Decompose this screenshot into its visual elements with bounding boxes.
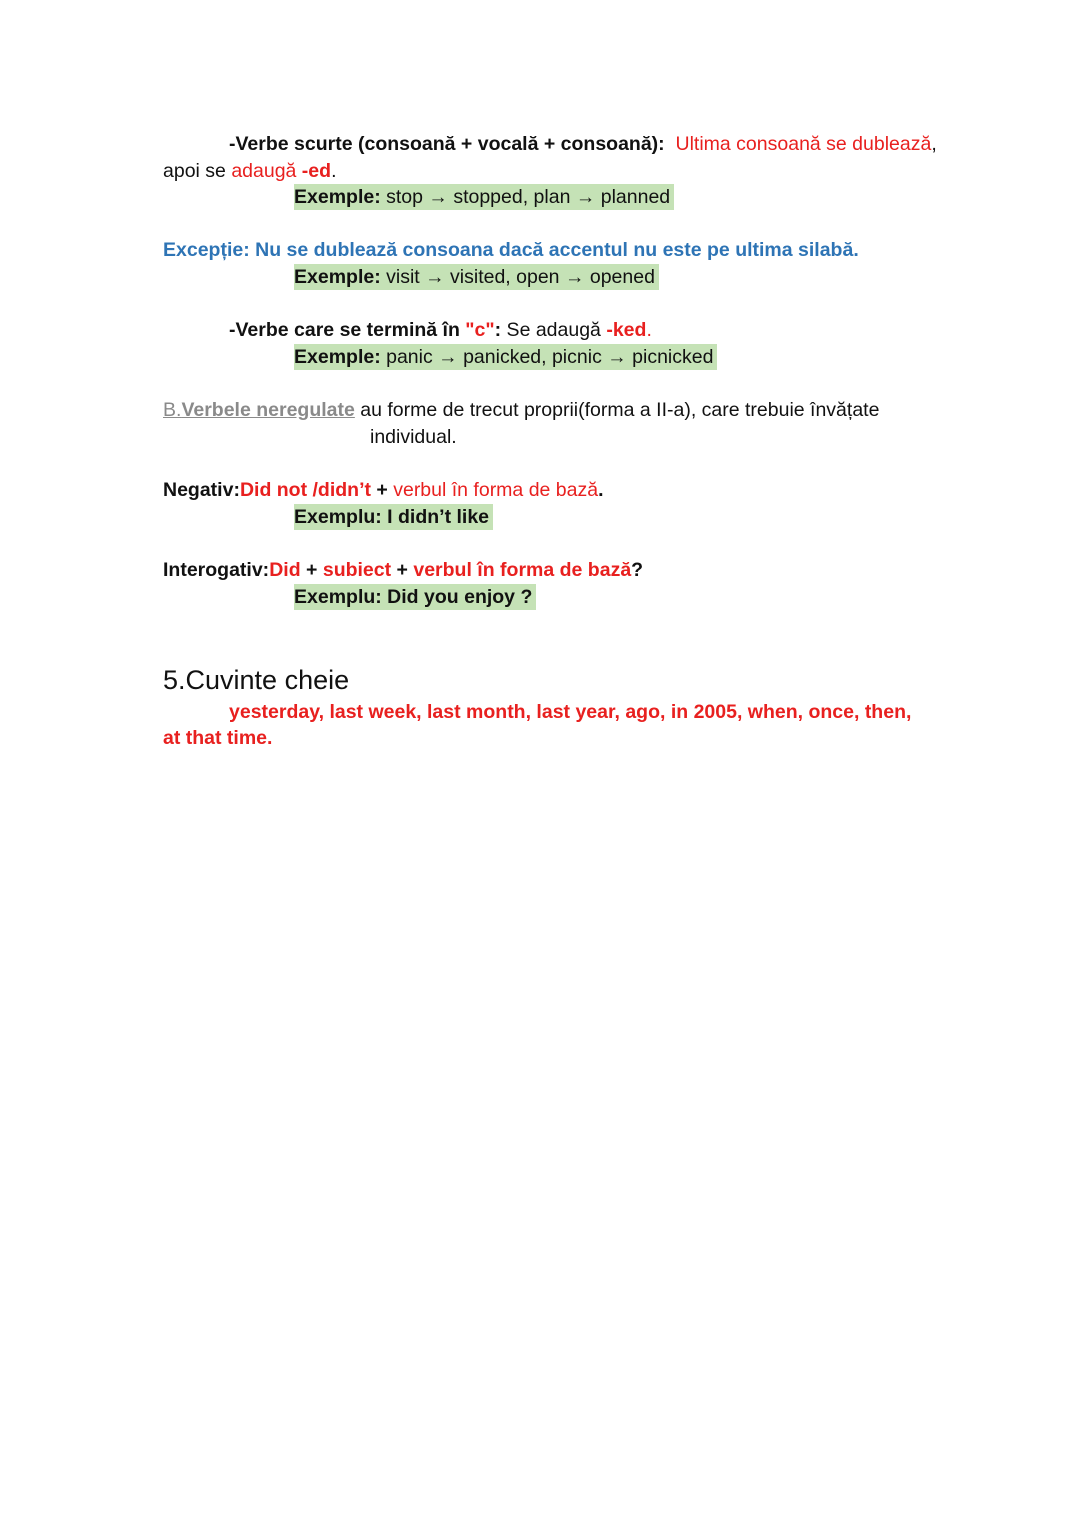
- subject-text: subiect: [322, 559, 392, 581]
- period: .: [598, 479, 604, 501]
- example-label: Exemple:: [294, 186, 381, 208]
- short-verbs-title: -Verbe scurte (consoană + vocală + consoană):: [229, 133, 665, 155]
- interrogative-rule-line: [163, 557, 643, 583]
- c-letter: "c": [465, 319, 495, 341]
- short-verbs-rule-continuation: [163, 158, 336, 184]
- negative-label: Negativ:: [163, 479, 240, 501]
- ed-suffix: -ed: [296, 160, 332, 182]
- negative-auxiliary: Did not /didn’t: [239, 479, 371, 501]
- did-auxiliary: Did: [269, 559, 301, 581]
- keywords-line-1: yesterday, last week, last month, last year, ago, in 2005, when, once, then,: [229, 701, 912, 723]
- question-mark: ?: [631, 559, 644, 581]
- keywords-line-2: at that time.: [163, 727, 273, 749]
- example-label: Exemple:: [294, 266, 381, 288]
- ked-suffix: -ked: [606, 319, 647, 341]
- short-verbs-rule-line: [229, 131, 937, 157]
- irregular-verbs-continuation: individual.: [370, 426, 457, 448]
- exception-example: [294, 264, 659, 290]
- exception-note: Excepție: Nu se dublează consoana dacă accentul nu este pe ultima silabă.: [163, 239, 859, 261]
- period: .: [646, 319, 652, 341]
- base-verb-text: verbul în forma de bază: [393, 479, 599, 501]
- interrogative-example: Exemplu: Did you enjoy ?: [294, 584, 536, 610]
- c-verbs-description: Se adaugă: [501, 319, 607, 341]
- short-verbs-comma: ,: [931, 133, 937, 155]
- example-text: visit → visited, open → opened: [380, 266, 655, 288]
- irregular-description: au forme de trecut proprii(forma a II-a), care trebuie învățate: [354, 399, 880, 421]
- c-verbs-rule-line: [229, 317, 652, 343]
- apoi-se-text: apoi se: [163, 160, 232, 182]
- negative-example: Exemplu: I didn’t like: [294, 504, 493, 530]
- negative-rule-line: [163, 477, 604, 503]
- example-text: panic → panicked, picnic → picnicked: [380, 346, 714, 368]
- adauga-text: adaugă: [231, 160, 297, 182]
- period: .: [331, 160, 337, 182]
- interrogative-label: Interogativ:: [163, 559, 270, 581]
- example-text: stop → stopped, plan → planned: [380, 186, 671, 208]
- irregular-prefix: B.: [163, 399, 182, 421]
- short-verbs-example: [294, 184, 674, 210]
- keywords-heading: 5.Cuvinte cheie: [163, 665, 350, 695]
- c-verbs-example: [294, 344, 717, 370]
- example-label: Exemple:: [294, 346, 381, 368]
- plus-sign: +: [370, 479, 394, 501]
- base-verb-text: verbul în forma de bază: [413, 559, 632, 581]
- c-verbs-title: -Verbe care se termină în: [229, 319, 466, 341]
- irregular-title: Verbele neregulate: [181, 399, 355, 421]
- irregular-verbs-line: [163, 397, 879, 423]
- plus-sign: +: [391, 559, 414, 581]
- plus-sign: +: [300, 559, 323, 581]
- colon: :: [494, 319, 502, 341]
- short-verbs-description: Ultima consoană se dublează: [675, 133, 932, 155]
